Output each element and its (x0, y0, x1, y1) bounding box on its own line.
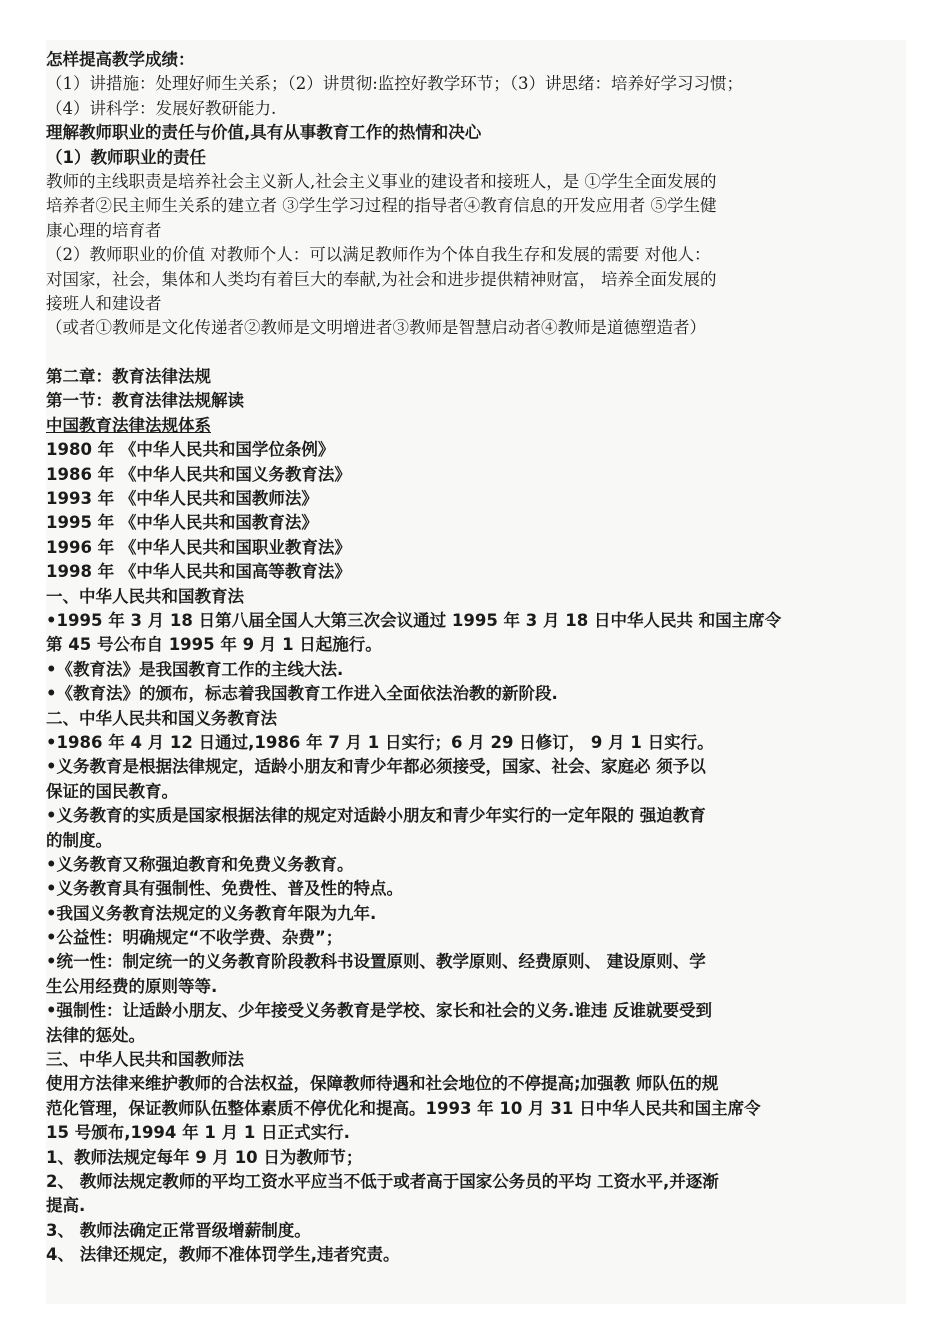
text-line: 的制度。 (46, 830, 112, 850)
text-line: 第一节：教育法律法规解读 (46, 391, 244, 411)
text-line: •我国义务教育法规定的义务教育年限为九年. (46, 903, 377, 923)
text-line: •义务教育具有强制性、免费性、普及性的特点。 (46, 879, 404, 899)
text-line: •《教育法》的颁布，标志着我国教育工作进入全面依法治教的新阶段. (46, 684, 558, 704)
text-line: •强制性：让适龄小朋友、少年接受义务教育是学校、家长和社会的义务.谁违 反谁就要受到 (46, 1001, 713, 1021)
text-line: 中国教育法律法规体系 (46, 415, 211, 435)
text-line: 1998 年 《中华人民共和国高等教育法》 (46, 562, 351, 582)
text-line: 生公用经费的原则等等. (46, 976, 218, 996)
text-line: （4）讲科学：发展好教研能力. (46, 98, 277, 118)
text-line (46, 341, 904, 365)
text-line: 3、 教师法确定正常晋级增薪制度。 (46, 1220, 311, 1240)
text-line: 一、中华人民共和国教育法 (46, 586, 244, 606)
text-line: 接班人和建设者 (46, 293, 162, 313)
text-line: 三、中华人民共和国教师法 (46, 1050, 244, 1070)
text-line: •公益性：明确规定“不收学费、杂费”； (46, 928, 343, 948)
text-line: 2、 教师法规定教师的平均工资水平应当不低于或者高于国家公务员的平均 工资水平,并逐渐 (46, 1171, 719, 1191)
text-line: 理解教师职业的责任与价值,具有从事教育工作的热情和决心 (46, 123, 482, 143)
text-line: 使用方法律来维护教师的合法权益，保障教师待遇和社会地位的不停提高;加强教 师队伍的规 (46, 1074, 719, 1094)
text-line: （2）教师职业的价值 对教师个人：可以满足教师作为个体自我生存和发展的需要 对他人： (46, 245, 711, 265)
text-line: 二、中华人民共和国义务教育法 (46, 708, 277, 728)
text-line: 1993 年 《中华人民共和国教师法》 (46, 489, 318, 509)
text-line: 1、教师法规定每年 9 月 10 日为教师节； (46, 1147, 363, 1167)
text-line: •1995 年 3 月 18 日第八届全国人大第三次会议通过 1995 年 3 月 18 日中华人民共 和国主席令 (46, 610, 782, 630)
text-line: 范化管理，保证教师队伍整体素质不停优化和提高。1993 年 10 月 31 日中华人民共和国主席令 (46, 1098, 761, 1118)
document-body (46, 48, 904, 1268)
text-line: 怎样提高教学成绩： (46, 50, 195, 69)
text-line: 1996 年 《中华人民共和国职业教育法》 (46, 537, 351, 557)
text-line: 培养者②民主师生关系的建立者 ③学生学习过程的指导者④教育信息的开发应用者 ⑤学生健 (46, 196, 717, 216)
text-line: 1995 年 《中华人民共和国教育法》 (46, 513, 318, 533)
text-line: •1986 年 4 月 12 日通过,1986 年 7 月 1 日实行；6 月 29 日修订， 9 月 1 日实行。 (46, 732, 714, 752)
text-line: 第二章：教育法律法规 (46, 367, 211, 387)
text-line: •义务教育是根据法律规定，适龄小朋友和青少年都必须接受，国家、社会、家庭必 须予以 (46, 757, 706, 777)
text-line: 康心理的培育者 (46, 220, 162, 240)
text-line: 第 45 号公布自 1995 年 9 月 1 日起施行。 (46, 635, 382, 655)
text-line: 4、 法律还规定，教师不准体罚学生,违者究责。 (46, 1245, 400, 1265)
text-line: 15 号颁布,1994 年 1 月 1 日正式实行. (46, 1123, 350, 1143)
text-line: •统一性：制定统一的义务教育阶段教科书设置原则、教学原则、经费原则、 建设原则、学 (46, 952, 706, 972)
text-line: （1）讲措施：处理好师生关系；（2）讲贯彻:监控好教学环节；（3）讲思绪：培养好学习习惯； (46, 74, 744, 94)
text-line: 保证的国民教育。 (46, 781, 178, 801)
text-line: •义务教育的实质是国家根据法律的规定对适龄小朋友和青少年实行的一定年限的 强迫教育 (46, 806, 706, 826)
text-line: 提高. (46, 1196, 86, 1216)
text-line: 教师的主线职责是培养社会主义新人,社会主义事业的建设者和接班人，是 ①学生全面发展的 (46, 171, 717, 191)
text-line: •义务教育又称强迫教育和免费义务教育。 (46, 854, 354, 874)
text-line: （或者①教师是文化传递者②教师是文明增进者③教师是智慧启动者④教师是道德塑造者） (46, 318, 706, 338)
text-line: 对国家，社会，集体和人类均有着巨大的奉献,为社会和进步提供精神财富， 培养全面发展的 (46, 269, 717, 289)
text-line: （1）教师职业的责任 (46, 147, 206, 167)
text-line: •《教育法》是我国教育工作的主线大法. (46, 659, 344, 679)
text-line: 1986 年 《中华人民共和国义务教育法》 (46, 464, 351, 484)
text-line: 1980 年 《中华人民共和国学位条例》 (46, 440, 335, 460)
text-line: 法律的惩处。 (46, 1025, 145, 1045)
